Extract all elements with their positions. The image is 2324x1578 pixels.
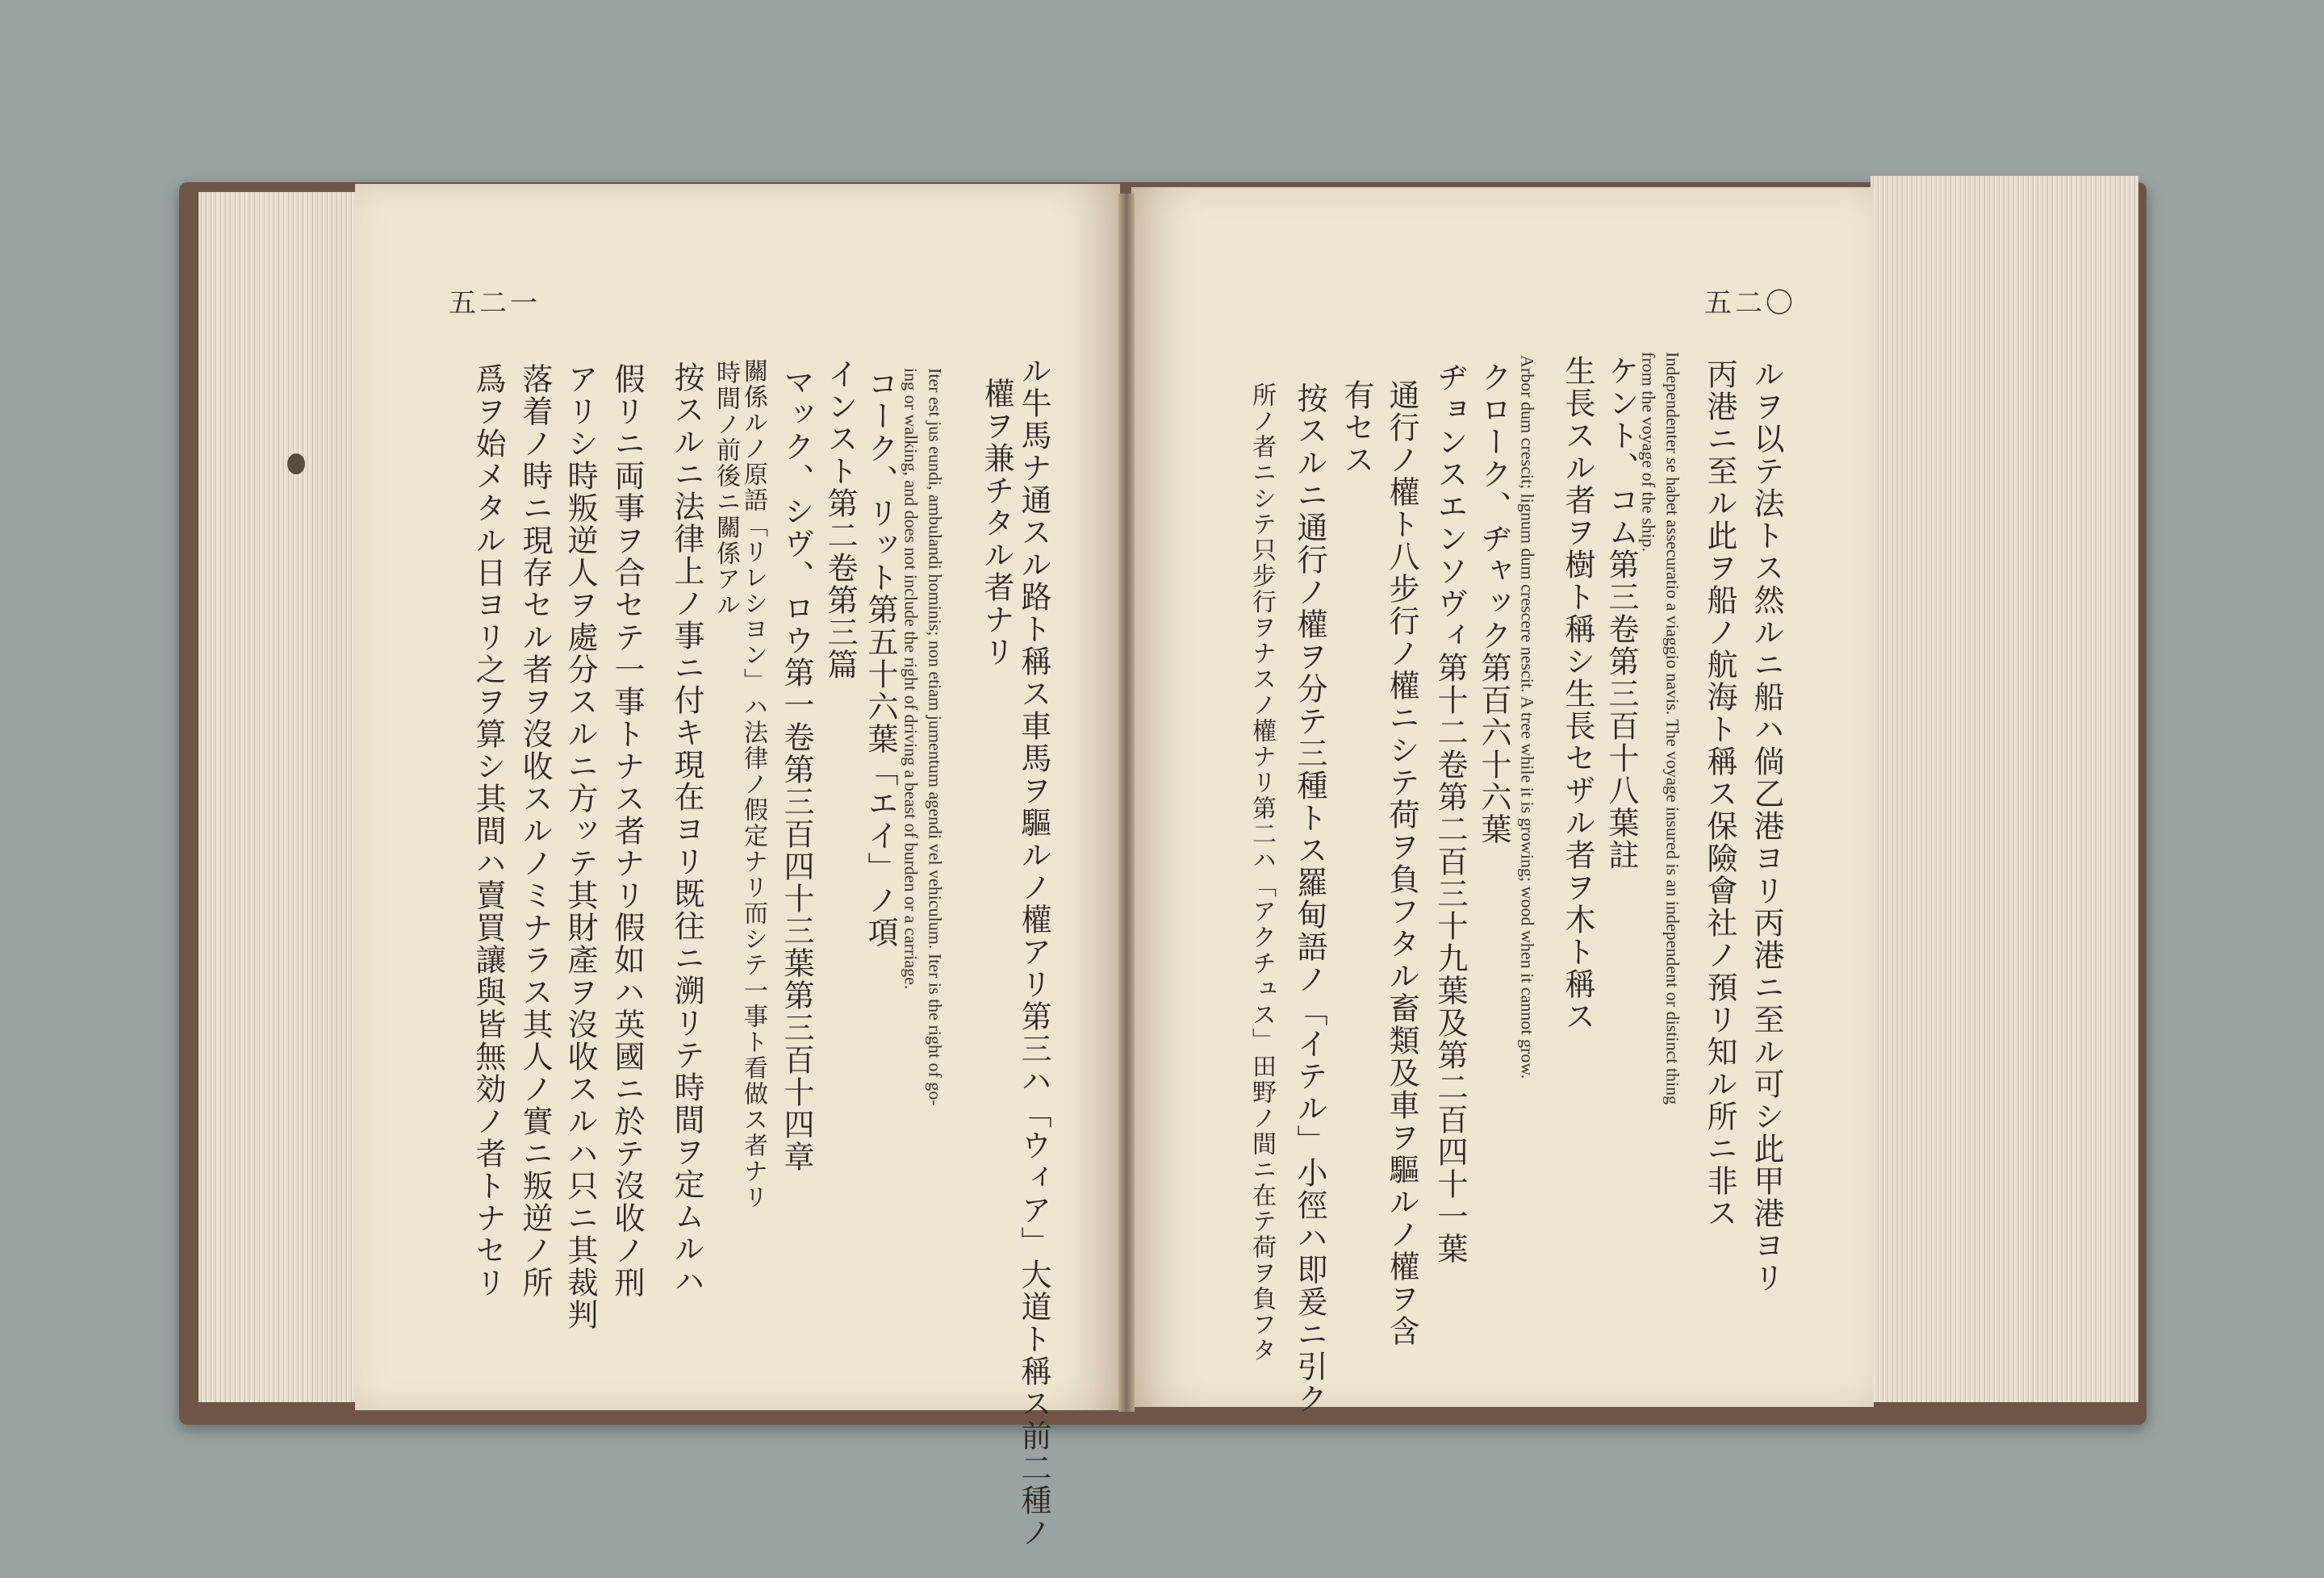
- left-line-12: 落着ノ時ニ現存セル者ヲ沒收スルノミナラス其人ノ實ニ叛逆ノ所: [517, 363, 553, 1299]
- left-line-6: インスト第二卷第三篇: [822, 358, 858, 681]
- right-line-6: 生長スル者ヲ樹ト稱シ生長セザル者ヲ木ト稱ス: [1560, 355, 1595, 1033]
- gutter: [1118, 194, 1135, 1412]
- right-latin-3: Arbor dum crescit; lignum dum crescere nescit. A tree while it is growing; wood when it cannot grow.: [1517, 355, 1538, 1079]
- right-latin-1: Independenter se habet assecuratio a viaggio navis. The voyage insured is an independent or distinct thing: [1662, 352, 1683, 1105]
- left-line-8b: 時間ノ前後ニ關係アル: [712, 360, 740, 618]
- left-line-2: 權ヲ兼チタル者ナリ: [979, 378, 1014, 668]
- left-line-7: マック、シヴ、ロウ第一卷第三百四十三葉第三百十四章: [779, 366, 814, 1173]
- left-latin-1: Iter est jus eundi, ambulandi hominis; non etiam jumentum agendi vel vehiculum. Iter is the right of go-: [925, 368, 946, 1106]
- right-line-10: 通行ノ權ト八步行ノ權ニシテ荷ヲ負フタル畜類及車ヲ驅ルノ權ヲ含: [1384, 379, 1419, 1347]
- right-page-number: 五二〇: [1704, 287, 1796, 319]
- right-line-1: ルヲ以テ法トス然ルニ船ハ倘乙港ヨリ丙港ニ至ル可シ此甲港ヨリ: [1749, 358, 1784, 1294]
- left-line-13: 爲ヲ始メタル日ヨリ之ヲ算シ其間ハ賣買讓與皆無効ノ者トナセリ: [470, 363, 506, 1299]
- left-page-number: 五二一: [449, 287, 541, 319]
- right-line-9: ヂョンスエンソヴィ第十二卷第二百三十九葉及第二百四十一葉: [1432, 361, 1468, 1265]
- left-line-5: コーク、リット第五十六葉「エイ」ノ項: [863, 368, 898, 949]
- right-line-12: 按スルニ通行ノ權ヲ分テ三種トス羅甸語ノ「イテル」小徑ハ即爰ニ引ク: [1292, 382, 1327, 1415]
- left-line-10: 假リニ両事ヲ合セテ一事トナス者ナリ假如ハ英國ニ於テ沒收ノ刑: [609, 363, 645, 1299]
- left-line-9: 按スルニ法律上ノ事ニ付キ現在ヨリ既往ニ溯リテ時間ヲ定ムルハ: [669, 361, 704, 1297]
- left-page-edges: [199, 192, 357, 1402]
- binding-hole: [287, 453, 305, 474]
- right-line-5: ケント、コム第三卷第三百十八葉註: [1603, 355, 1639, 871]
- right-line-11: 有セス: [1339, 379, 1374, 476]
- right-latin-2: from the voyage of the ship.: [1638, 352, 1659, 553]
- right-line-8: クローク、ヂャック第百六十六葉: [1476, 361, 1511, 845]
- left-line-8: 關係ルノ原語「リレシヨン」ハ法律ノ假定ナリ而シテ一事ト看做ス者ナリ: [739, 358, 767, 1210]
- left-latin-2: ing or walking, and does not include the right of driving a beast of burden or a carriage.: [901, 368, 922, 990]
- left-line-1: ル牛馬ナ通スル路ト稱ス車馬ヲ驅ルノ權アリ第三ハ「ウィア」大道ト稱ス前二種ノ: [1016, 355, 1051, 1549]
- left-line-11: アリシ時叛逆人ヲ處分スルニ方ッテ其財產ヲ沒收スルハ只ニ其裁判: [562, 363, 598, 1331]
- right-line-2: 丙港ニ至ル此ヲ船ノ航海ト稱ス保險會社ノ預リ知ル所ニ非ス: [1702, 358, 1737, 1229]
- right-line-13: 所ノ者ニシテ只步行ヲナスノ權ナリ第二ハ「アクチュス」田野ノ間ニ在テ荷ヲ負フタ: [1248, 382, 1276, 1363]
- right-page-edges: [1870, 176, 2138, 1402]
